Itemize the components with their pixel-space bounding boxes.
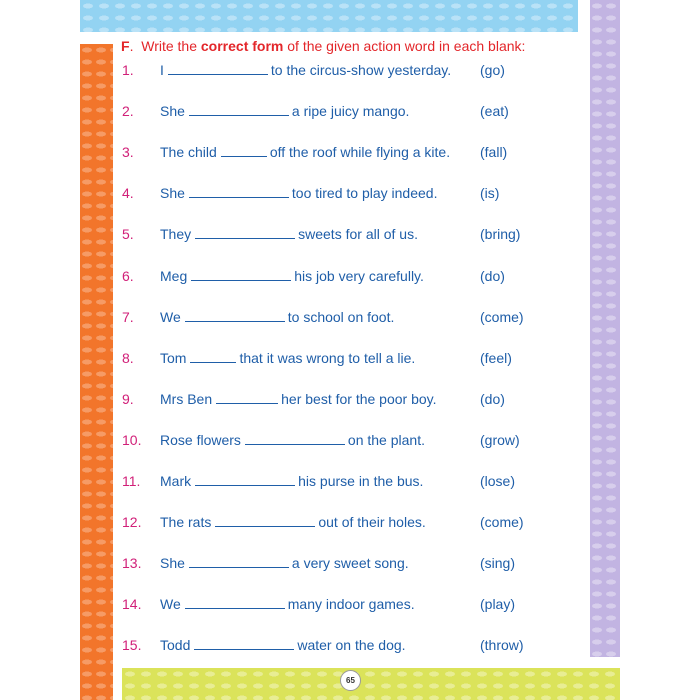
question-row <box>122 62 522 80</box>
section-letter: F <box>121 38 130 54</box>
answer-blank[interactable] <box>195 473 295 486</box>
sentence-start: I <box>160 62 164 78</box>
answer-blank[interactable] <box>190 350 236 363</box>
right-decorative-band <box>590 0 620 657</box>
action-word-hint: (lose) <box>480 473 516 489</box>
sentence-start: The rats <box>160 514 212 530</box>
question-row <box>122 309 522 327</box>
sentence-end: his job very carefully. <box>294 268 424 284</box>
sentence-start: Mark <box>160 473 192 489</box>
exercise-instruction: F. Write the correct form of the given action word in each blank: <box>121 38 526 54</box>
question-row <box>122 350 522 368</box>
question-number: 1. <box>122 62 134 78</box>
question-number: 15. <box>122 637 142 653</box>
question-number: 8. <box>122 350 134 366</box>
page-number-badge <box>340 670 361 691</box>
question-sentence <box>160 596 415 612</box>
sentence-end: out of their holes. <box>318 514 426 530</box>
sentence-end: to the circus-show yesterday. <box>270 62 452 78</box>
action-word-hint: (fall) <box>480 144 508 160</box>
top-decorative-band <box>80 0 578 32</box>
question-sentence <box>160 62 451 78</box>
answer-blank[interactable] <box>245 432 345 445</box>
question-row <box>122 555 522 573</box>
answer-blank[interactable] <box>194 637 294 650</box>
question-sentence <box>160 144 450 160</box>
sentence-end: his purse in the bus. <box>298 473 424 489</box>
question-row <box>122 268 522 286</box>
action-word-hint: (do) <box>480 268 505 284</box>
left-decorative-band <box>80 44 113 700</box>
sentence-start: They <box>160 226 192 242</box>
answer-blank[interactable] <box>168 62 268 75</box>
question-number: 13. <box>122 555 142 571</box>
sentence-end: off the roof while flying a kite. <box>269 144 451 160</box>
question-sentence <box>160 103 409 119</box>
question-row <box>122 596 522 614</box>
sentence-end: sweets for all of us. <box>298 226 418 242</box>
answer-blank[interactable] <box>189 555 289 568</box>
question-sentence <box>160 432 425 448</box>
action-word-hint: (throw) <box>480 637 524 653</box>
page-number: 65 <box>346 676 355 685</box>
sentence-start: Todd <box>160 637 191 653</box>
sentence-start: Tom <box>160 350 187 366</box>
sentence-start: We <box>160 596 181 612</box>
sentence-end: a very sweet song. <box>291 555 409 571</box>
question-number: 6. <box>122 268 134 284</box>
action-word-hint: (is) <box>480 185 500 201</box>
question-number: 14. <box>122 596 142 612</box>
question-sentence <box>160 514 426 530</box>
question-number: 11. <box>122 473 141 489</box>
sentence-end: many indoor games. <box>287 596 415 612</box>
sentence-end: a ripe juicy mango. <box>291 103 410 119</box>
sentence-start: We <box>160 309 181 325</box>
question-number: 3. <box>122 144 134 160</box>
instruction-pre: Write the <box>141 38 197 54</box>
instruction-bold: correct form <box>200 38 284 54</box>
question-row <box>122 432 522 450</box>
sentence-end: to school on foot. <box>287 309 395 325</box>
answer-blank[interactable] <box>189 185 289 198</box>
sentence-end: her best for the poor boy. <box>281 391 437 407</box>
action-word-hint: (grow) <box>480 432 520 448</box>
question-sentence <box>160 473 423 489</box>
action-word-hint: (go) <box>480 62 505 78</box>
question-sentence <box>160 226 418 242</box>
answer-blank[interactable] <box>185 309 285 322</box>
question-row <box>122 473 522 491</box>
action-word-hint: (play) <box>480 596 516 612</box>
question-sentence <box>160 391 437 407</box>
action-word-hint: (eat) <box>480 103 509 119</box>
sentence-start: The child <box>160 144 217 160</box>
action-word-hint: (bring) <box>480 226 521 242</box>
sentence-start: Mrs Ben <box>160 391 213 407</box>
sentence-end: that it was wrong to tell a lie. <box>239 350 416 366</box>
question-row <box>122 103 522 121</box>
bottom-decorative-band <box>122 668 620 700</box>
action-word-hint: (sing) <box>480 555 516 571</box>
question-number: 9. <box>122 391 134 407</box>
question-row <box>122 226 522 244</box>
action-word-hint: (feel) <box>480 350 512 366</box>
question-row <box>122 637 522 655</box>
question-row <box>122 391 522 409</box>
answer-blank[interactable] <box>215 514 315 527</box>
question-sentence <box>160 350 415 366</box>
answer-blank[interactable] <box>185 596 285 609</box>
question-number: 4. <box>122 185 134 201</box>
answer-blank[interactable] <box>195 226 295 239</box>
question-number: 10. <box>122 432 142 448</box>
sentence-end: on the plant. <box>347 432 425 448</box>
answer-blank[interactable] <box>189 103 289 116</box>
question-number: 5. <box>122 226 134 242</box>
sentence-end: too tired to play indeed. <box>291 185 438 201</box>
sentence-start: She <box>160 185 185 201</box>
sentence-start: Rose flowers <box>160 432 241 448</box>
question-sentence <box>160 268 424 284</box>
instruction-post: of the given action word in each blank: <box>287 38 526 54</box>
question-sentence <box>160 555 409 571</box>
sentence-start: Meg <box>160 268 188 284</box>
question-number: 12. <box>122 514 142 530</box>
question-sentence <box>160 309 394 325</box>
sentence-start: She <box>160 103 185 119</box>
question-sentence <box>160 637 406 653</box>
question-row <box>122 185 522 203</box>
sentence-start: She <box>160 555 185 571</box>
question-row <box>122 514 522 532</box>
action-word-hint: (come) <box>480 309 524 325</box>
answer-blank[interactable] <box>191 268 291 281</box>
action-word-hint: (do) <box>480 391 505 407</box>
question-row <box>122 144 522 162</box>
question-number: 7. <box>122 309 134 325</box>
question-number: 2. <box>122 103 134 119</box>
action-word-hint: (come) <box>480 514 524 530</box>
question-sentence <box>160 185 437 201</box>
answer-blank[interactable] <box>216 391 278 404</box>
sentence-end: water on the dog. <box>297 637 406 653</box>
answer-blank[interactable] <box>221 144 267 157</box>
